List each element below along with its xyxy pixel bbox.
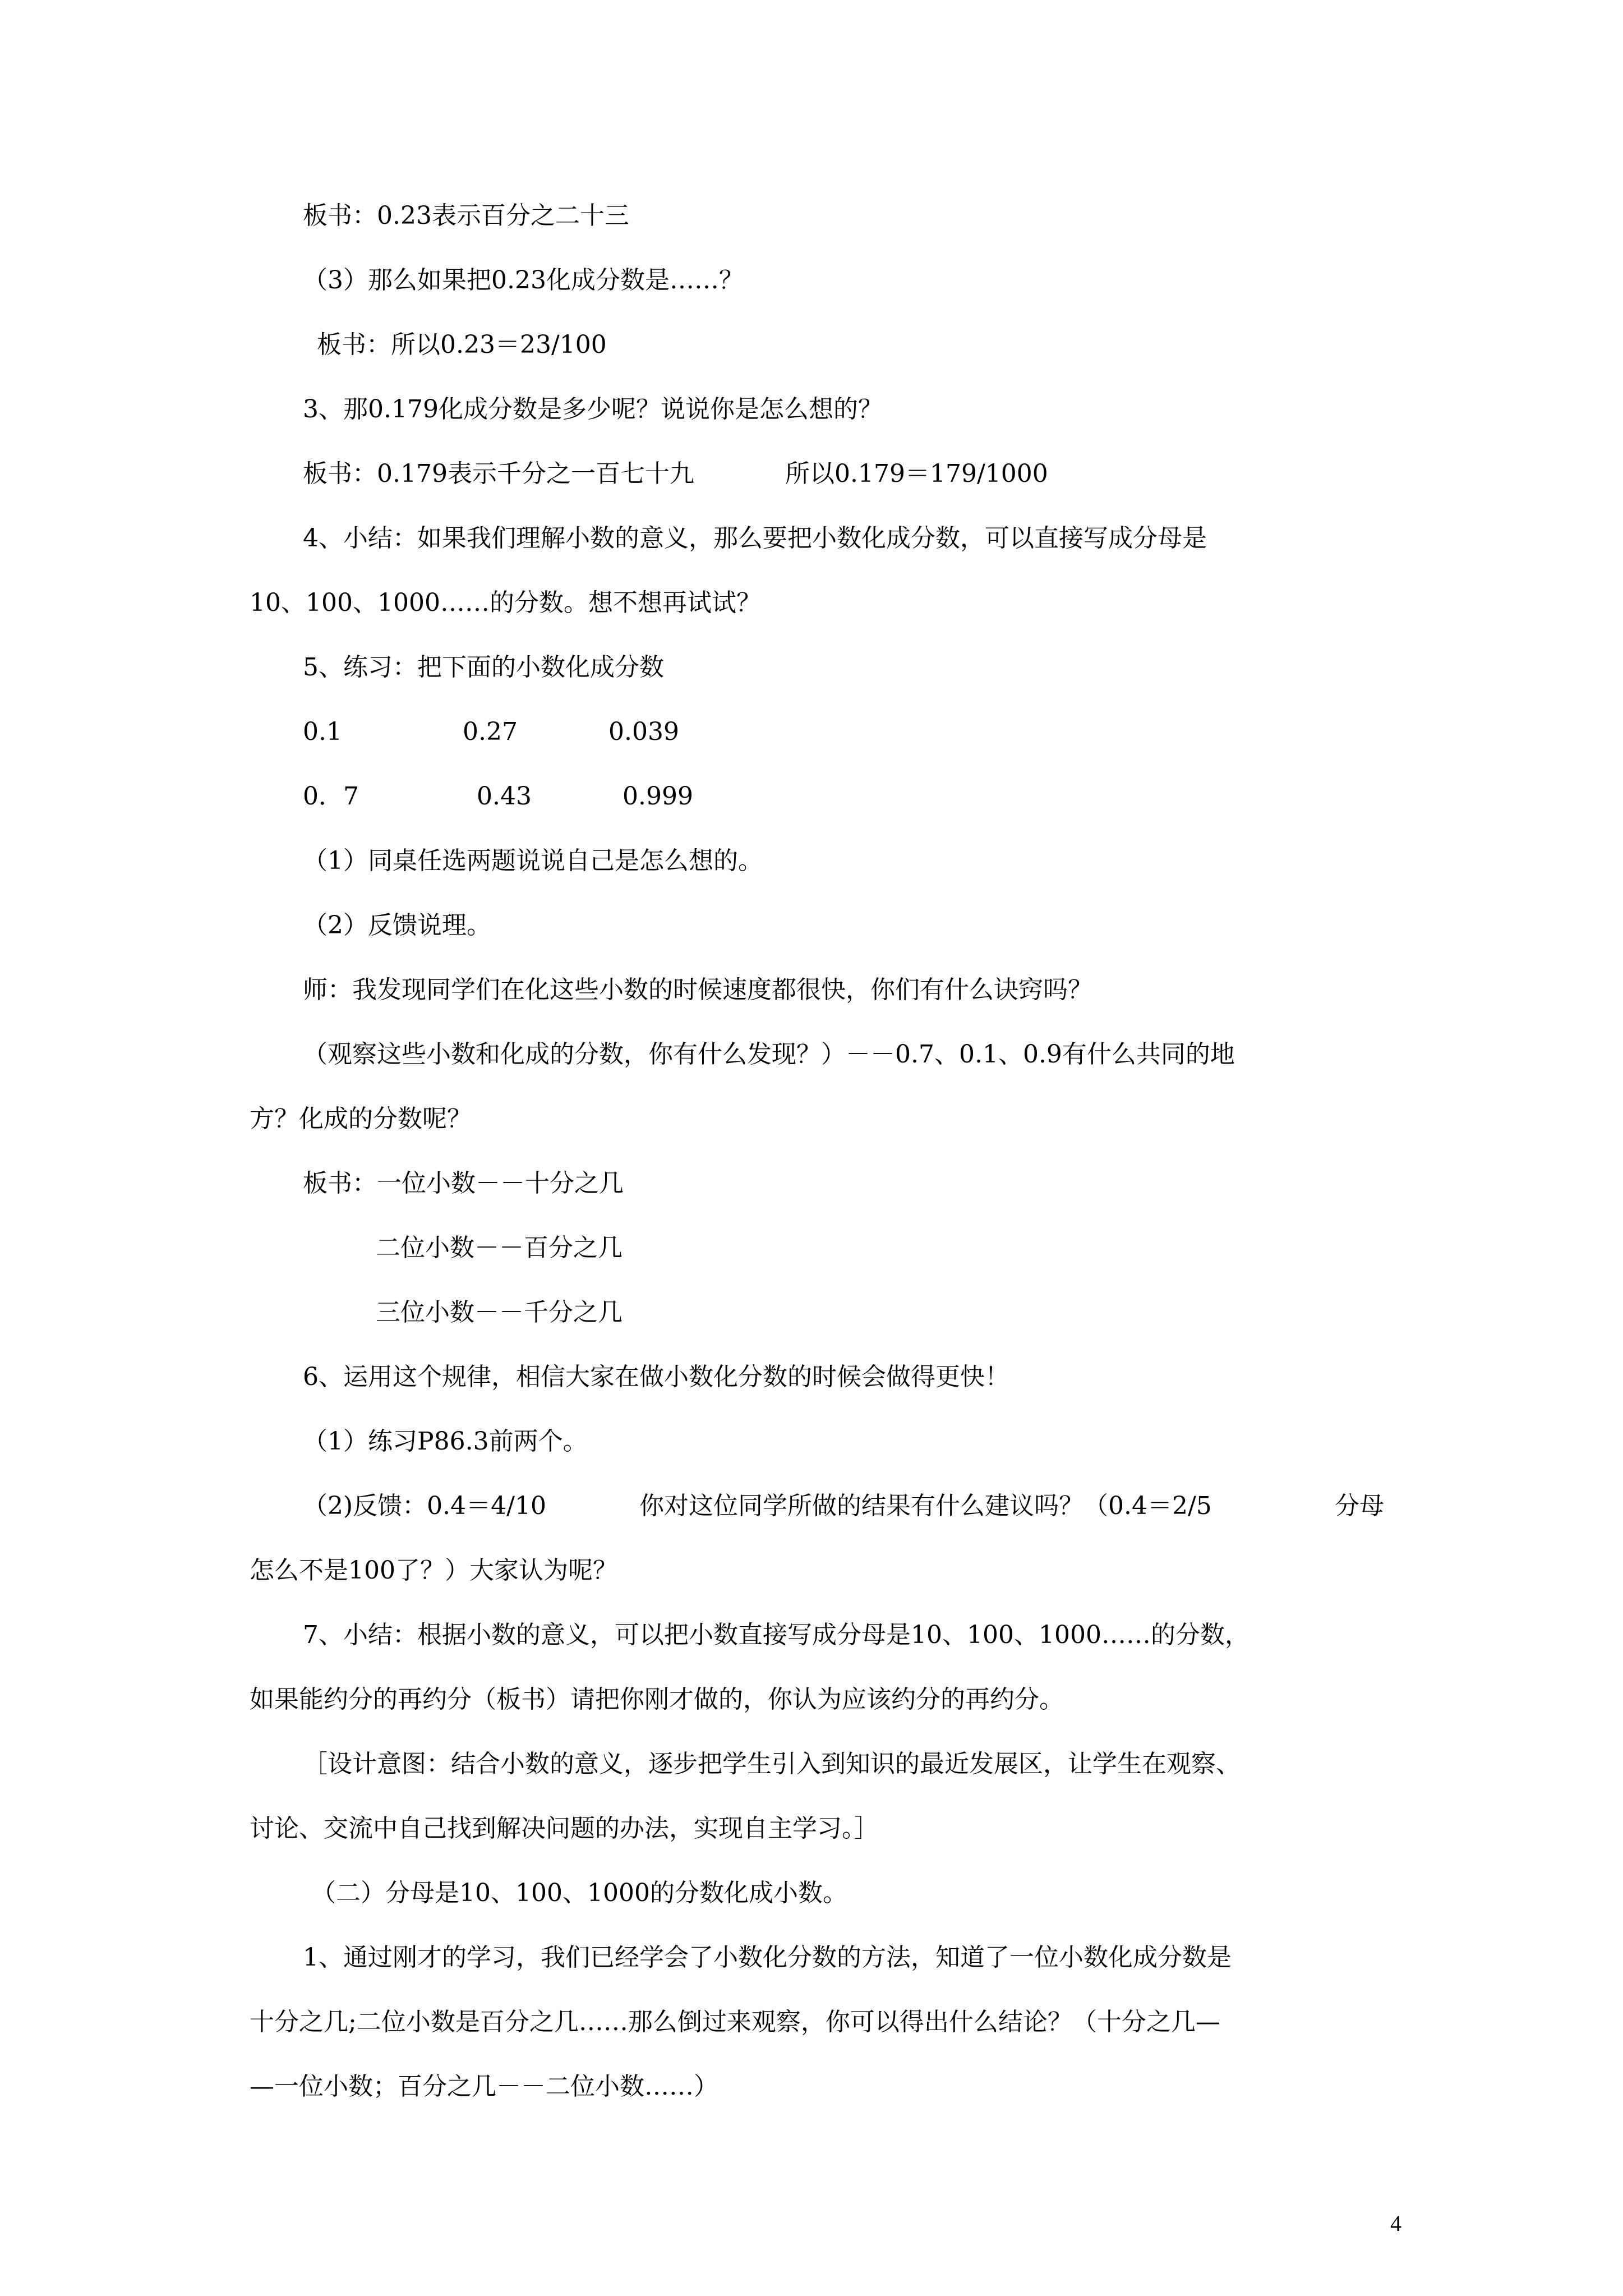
paragraph: 三位小数－－千分之几: [376, 1298, 623, 1327]
paragraph: 分母: [1335, 1492, 1384, 1520]
paragraph: 板书：所以0.23＝23/100: [317, 330, 607, 359]
paragraph: （观察这些小数和化成的分数，你有什么发现？）－－0.7、0.1、0.9有什么共同的地: [303, 1040, 1235, 1069]
paragraph: 师：我发现同学们在化这些小数的时候速度都很快，你们有什么诀窍吗？: [303, 976, 1092, 1004]
paragraph: 所以0.179＝179/1000: [785, 459, 1048, 488]
paragraph: 讨论、交流中自己找到解决问题的办法，实现自主学习。］: [250, 1814, 879, 1843]
paragraph: 十分之几;二位小数是百分之几……那么倒过来观察，你可以得出什么结论？（十分之几—: [250, 2008, 1220, 2036]
paragraph: 7、小结：根据小数的意义，可以把小数直接写成分母是10、100、1000……的分数，: [303, 1621, 1249, 1649]
page-number: 4: [1390, 2211, 1401, 2236]
paragraph: 板书：一位小数－－十分之几: [303, 1169, 624, 1198]
paragraph: 你对这位同学所做的结果有什么建议吗？（0.4＝2/5: [639, 1492, 1212, 1520]
paragraph: （1）同桌任选两题说说自己是怎么想的。: [303, 846, 763, 875]
paragraph: 如果能约分的再约分（板书）请把你刚才做的，你认为应该约分的再约分。: [250, 1685, 1064, 1714]
exercise-item: 0.039: [608, 717, 679, 746]
exercise-item: 0.1: [303, 717, 342, 746]
paragraph: 5、练习：把下面的小数化成分数: [303, 653, 664, 682]
paragraph: 二位小数－－百分之几: [376, 1234, 623, 1262]
exercise-item: 0.27: [463, 717, 518, 746]
paragraph: （二）分母是10、100、1000的分数化成小数。: [311, 1879, 847, 1907]
exercise-item: 0.43: [477, 782, 532, 811]
paragraph: 3、那0.179化成分数是多少呢？说说你是怎么想的？: [303, 395, 883, 424]
paragraph: 10、100、1000……的分数。想不想再试试？: [250, 588, 761, 617]
paragraph: （1）练习P86.3前两个。: [303, 1427, 588, 1456]
paragraph: （3）那么如果把0.23化成分数是……？: [303, 266, 744, 295]
paragraph: 板书：0.23表示百分之二十三: [303, 201, 629, 230]
paragraph: 6、运用这个规律，相信大家在做小数化分数的时候会做得更快！: [303, 1363, 1009, 1391]
exercise-item: 0.999: [623, 782, 693, 811]
paragraph: 4、小结：如果我们理解小数的意义，那么要把小数化成分数，可以直接写成分母是: [303, 524, 1207, 553]
paragraph: 方？化成的分数呢？: [250, 1105, 472, 1133]
paragraph: （2）反馈说理。: [303, 911, 491, 940]
exercise-item: 0．7: [303, 782, 359, 811]
paragraph: ［设计意图：结合小数的意义，逐步把学生引入到知识的最近发展区，让学生在观察、: [303, 1750, 1241, 1778]
paragraph: —一位小数；百分之几－－二位小数……）: [250, 2072, 718, 2101]
paragraph: 怎么不是100了？）大家认为呢？: [250, 1556, 617, 1585]
paragraph: 板书：0.179表示千分之一百七十九: [303, 459, 694, 488]
paragraph: （2)反馈：0.4＝4/10: [303, 1492, 546, 1520]
paragraph: 1、通过刚才的学习，我们已经学会了小数化分数的方法，知道了一位小数化成分数是: [303, 1943, 1232, 1972]
